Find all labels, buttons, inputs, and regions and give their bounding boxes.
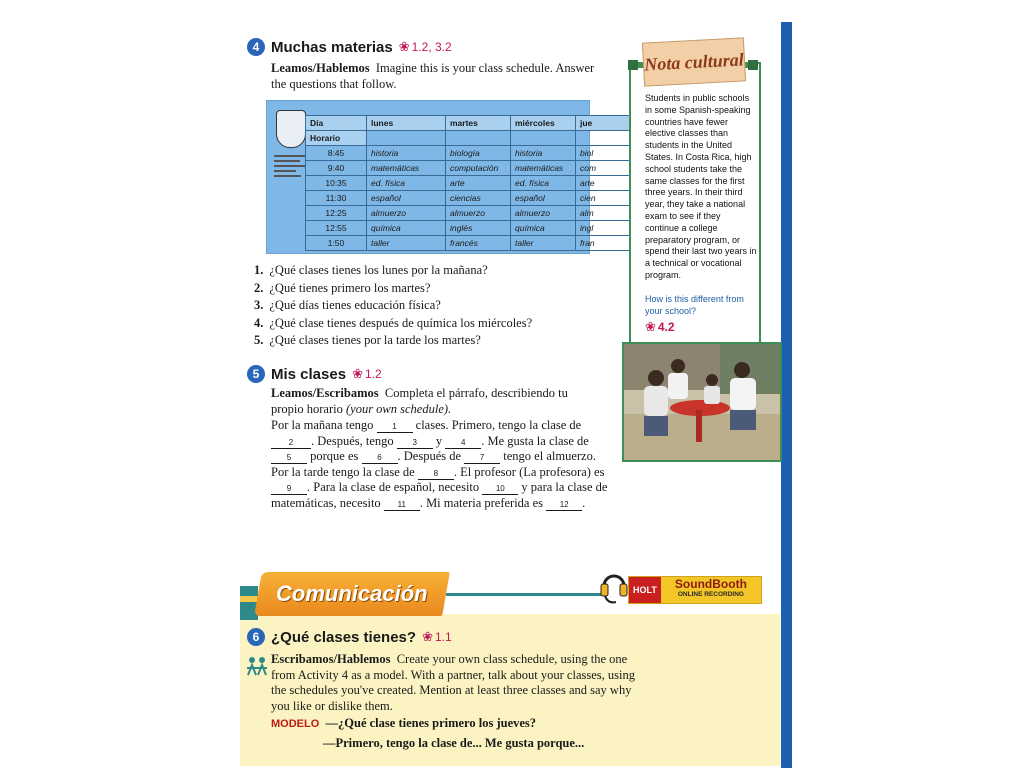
schedule-cell: español	[367, 191, 446, 206]
schedule-cell: arte	[576, 176, 641, 191]
question-item	[254, 262, 532, 280]
question-number: 3.	[254, 298, 264, 312]
schedule-time: 8:45	[306, 146, 367, 161]
activity-number-badge: 4	[247, 38, 265, 56]
schedule-row	[306, 176, 641, 191]
question-text: ¿Qué clases tienes por la tarde los martes?	[269, 333, 481, 347]
soundbooth-label: SoundBooth	[674, 577, 747, 591]
horario-label: Horario	[306, 131, 367, 146]
question-item	[254, 332, 532, 350]
activity-5-header	[247, 365, 382, 383]
question-number: 1.	[254, 263, 264, 277]
activity-5-instruction: Leamos/Escribamos Completa el párrafo, describiendo tu propio horario (your own schedule).	[271, 386, 568, 416]
standards-label: ❀ 1.1	[422, 629, 452, 644]
standards-label: ❀ 1.2	[352, 366, 382, 381]
standards-flower-icon: ❀	[422, 629, 433, 644]
standards-flower-icon: ❀	[352, 366, 363, 381]
schedule-cell: arte	[446, 176, 511, 191]
schedule-cell: español	[511, 191, 576, 206]
schedule-table	[305, 115, 641, 251]
schedule-time: 10:35	[306, 176, 367, 191]
pair-work-icon	[246, 656, 268, 676]
blank-6[interactable]: 6	[362, 453, 398, 464]
schedule-cell: com	[576, 161, 641, 176]
blank-2[interactable]: 2	[271, 438, 311, 449]
schedule-header-row	[306, 116, 641, 131]
header-lunes: lunes	[367, 116, 446, 131]
schedule-cell: ed. física	[367, 176, 446, 191]
schedule-cell: historia	[367, 146, 446, 161]
header-dia: Día	[306, 116, 367, 131]
nota-cultural-tab: Nota cultural	[642, 37, 746, 86]
nota-cultural-question: How is this different from your school?	[645, 294, 744, 316]
schedule-cell: francés	[446, 236, 511, 251]
schedule-time: 1:50	[306, 236, 367, 251]
activity-title: ¿Qué clases tienes?	[271, 628, 417, 646]
schedule-cell: biología	[446, 146, 511, 161]
schedule-cell: fran	[576, 236, 641, 251]
modelo-block: MODELO —¿Qué clase tienes primero los jueves? —Primero, tengo la clase de... Me gusta porque...	[271, 716, 585, 750]
schedule-cell: almuerzo	[446, 206, 511, 221]
nota-cultural-text: Students in public schools in some Spanish-speaking countries have fewer elective classes than students in the United States. In Costa Rica, high school students take the same classes for the first three years. In their third year, they take a national exam to see if they continue a college preparatory program, or spend their last two years in a technical or vocational program.	[645, 93, 757, 280]
activity-mode: Leamos/Escribamos	[271, 386, 379, 400]
standards-flower-icon: ❀	[398, 39, 410, 54]
comunicacion-banner: Comunicación	[254, 572, 450, 616]
schedule-row	[306, 236, 641, 251]
activity-6-header	[247, 628, 452, 646]
question-number: 5.	[254, 333, 264, 347]
activity-4-header	[247, 38, 452, 56]
online-recording-label: ONLINE RECORDING	[677, 591, 744, 598]
banner-rule	[446, 593, 606, 596]
schedule-cell: taller	[511, 236, 576, 251]
schedule-horario-row	[306, 131, 641, 146]
schedule-row	[306, 161, 641, 176]
schedule-cell: matemáticas	[511, 161, 576, 176]
schedule-cell: química	[367, 221, 446, 236]
soundbooth-button[interactable]	[628, 576, 762, 604]
blank-7[interactable]: 7	[464, 453, 500, 464]
schedule-cell: inglés	[446, 221, 511, 236]
schedule-time: 11:30	[306, 191, 367, 206]
schedule-time: 12:25	[306, 206, 367, 221]
question-text: ¿Qué clase tienes después de química los miércoles?	[269, 315, 533, 330]
holt-label: HOLT	[629, 577, 661, 603]
question-item	[254, 297, 532, 315]
blank-11[interactable]: 11	[384, 500, 420, 511]
blank-8[interactable]: 8	[418, 469, 454, 480]
question-text: ¿Qué tienes primero los martes?	[269, 280, 431, 295]
header-martes: martes	[446, 116, 511, 131]
schedule-time: 9:40	[306, 161, 367, 176]
school-crest-icon	[276, 110, 306, 148]
blank-5[interactable]: 5	[271, 453, 307, 464]
schedule-row	[306, 206, 641, 221]
blank-10[interactable]: 10	[482, 484, 518, 495]
fill-in-paragraph: Por la mañana tengo 1 clases. Primero, tengo la clase de 2 . Después, tengo 3 y 4 . Me gusta la clase de 5 porque es 6 . Después de 7 tengo el almuerzo. Por la tarde tengo la clase de 8 . El profesor (La profesora) es 9 . Para la clase de español, necesito 10 y para la clase de matemáticas, necesito 11 . Mi materia preferida es 12 .	[271, 418, 608, 510]
page-edge-bar	[781, 22, 792, 768]
instruction-text: Imagine this is your class schedule. Answer the questions that follow.	[271, 61, 595, 91]
schedule-cell: alm	[576, 206, 641, 221]
blank-4[interactable]: 4	[445, 438, 481, 449]
activity-4-instruction	[271, 61, 611, 92]
question-text: ¿Qué clases tienes los lunes por la mañana?	[269, 263, 488, 277]
nota-standard: ❀ 4.2	[645, 319, 675, 334]
schedule-time: 12:55	[306, 221, 367, 236]
schedule-cell: historia	[511, 146, 576, 161]
schedule-cell: cien	[576, 191, 641, 206]
header-miercoles: miércoles	[511, 116, 576, 131]
schedule-cell: biol	[576, 146, 641, 161]
question-number: 2.	[254, 280, 264, 295]
activity-mode: Leamos/Hablemos	[271, 61, 370, 75]
question-list	[254, 262, 532, 350]
question-number: 4.	[254, 315, 264, 330]
activity-title: Muchas materias	[271, 38, 393, 56]
blank-12[interactable]: 12	[546, 500, 582, 511]
header-jueves: jue	[576, 116, 641, 131]
schedule-cell: ingl	[576, 221, 641, 236]
question-item	[254, 315, 532, 333]
schedule-cell: almuerzo	[511, 206, 576, 221]
headset-icon	[600, 566, 628, 606]
schedule-cell: ciencias	[446, 191, 511, 206]
activity-number-badge: 5	[247, 365, 265, 383]
blank-9[interactable]: 9	[271, 484, 307, 495]
blank-3[interactable]: 3	[397, 438, 433, 449]
schedule-cell: ed. física	[511, 176, 576, 191]
schedule-cell: taller	[367, 236, 446, 251]
question-item	[254, 280, 532, 298]
schedule-cell: almuerzo	[367, 206, 446, 221]
schedule-cell: matemáticas	[367, 161, 446, 176]
schedule-row	[306, 191, 641, 206]
activity-number-badge: 6	[247, 628, 265, 646]
modelo-label: MODELO	[271, 718, 320, 730]
crest-caption	[274, 152, 306, 180]
blank-1[interactable]: 1	[377, 422, 413, 433]
activity-mode: Escribamos/Hablemos	[271, 652, 391, 666]
question-text: ¿Qué días tienes educación física?	[269, 298, 441, 312]
students-photo	[622, 342, 782, 462]
schedule-row	[306, 221, 641, 236]
standards-label: ❀ 1.2, 3.2	[398, 39, 452, 54]
schedule-cell: computación	[446, 161, 511, 176]
standards-flower-icon: ❀	[645, 319, 656, 334]
schedule-row	[306, 146, 641, 161]
activity-title: Mis clases	[271, 365, 347, 383]
activity-6-instruction: Escribamos/Hablemos Create your own class schedule, using the one from Activity 4 as a model. With a partner, talk about your classes, using the schedules you've created. Mention at least three classes and say why you like or dislike them.	[271, 652, 635, 713]
schedule-cell: química	[511, 221, 576, 236]
